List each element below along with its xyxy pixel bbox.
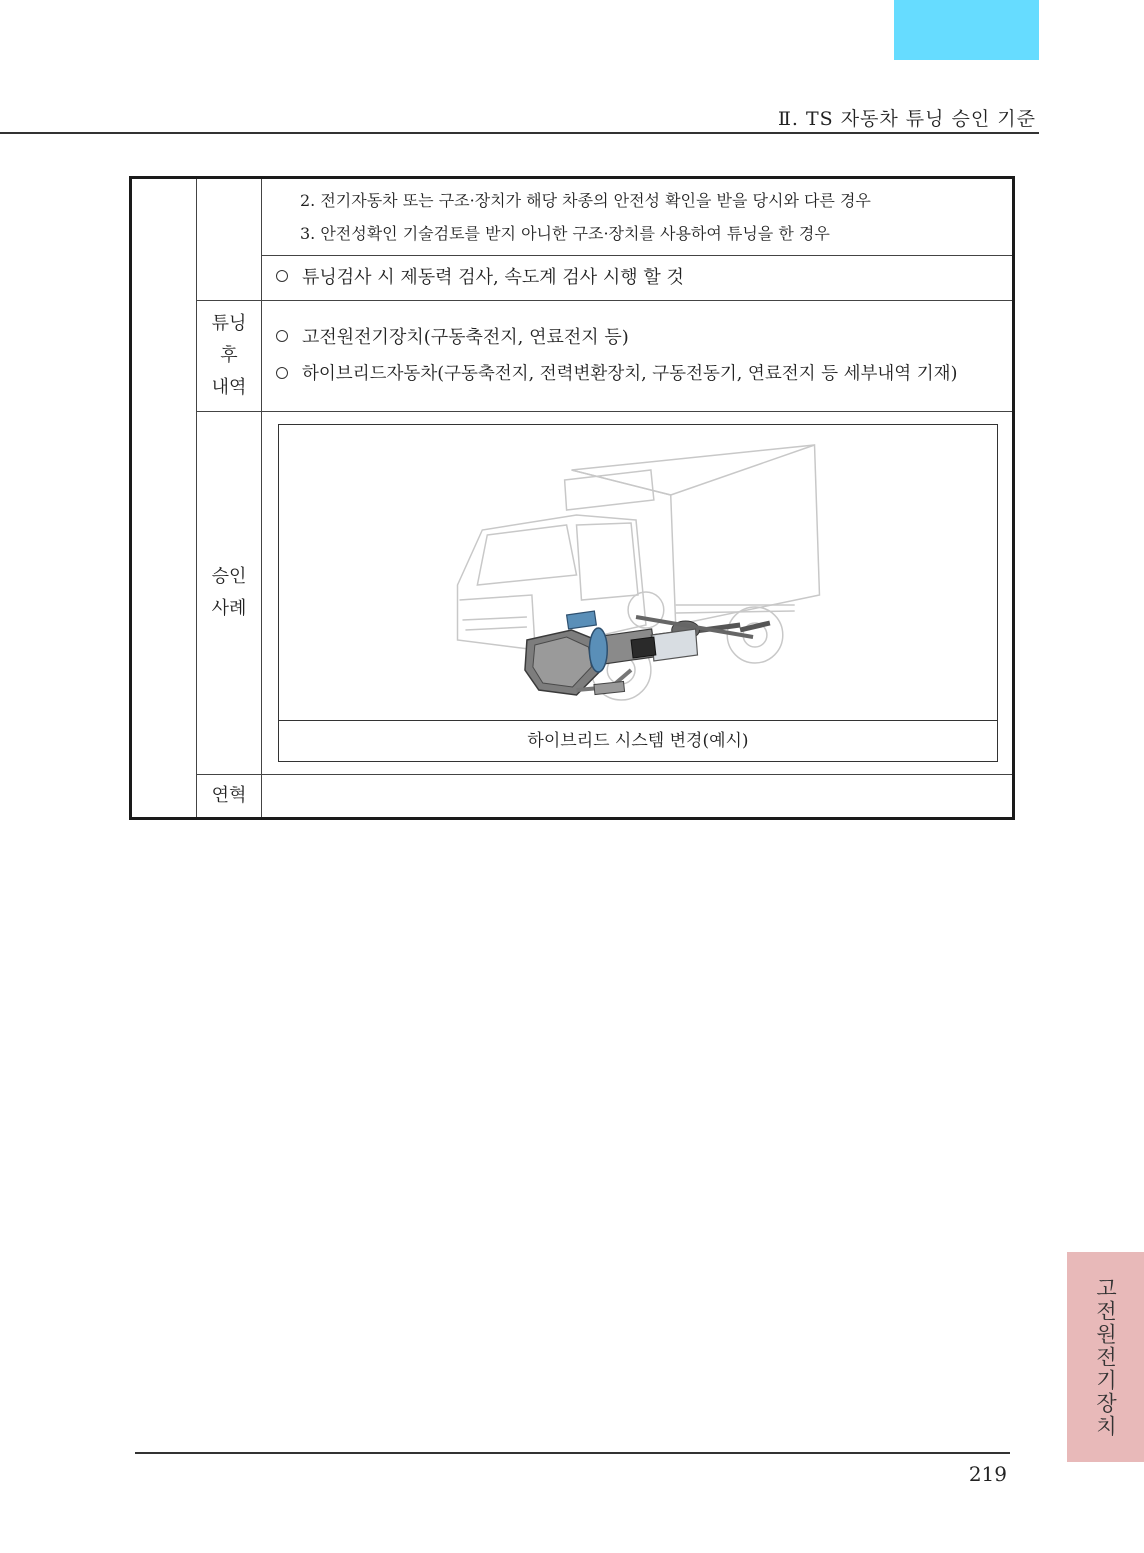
after-tuning-label: 튜닝 후 내역 [197, 301, 262, 412]
figure-box [278, 424, 998, 762]
after-tuning-item: 고전원전기장치(구동축전지, 연료전지 등) [302, 327, 629, 348]
after-tuning-items-cell [262, 301, 1014, 412]
blank-label-cell [197, 178, 262, 301]
chapter-side-tab [1067, 1252, 1144, 1462]
numbered-items-cell [262, 178, 1014, 256]
approval-case-label: 승인 사례 [197, 412, 262, 775]
hybrid-truck-illustration [279, 425, 997, 721]
circle-bullet-icon [276, 367, 288, 379]
table-row [131, 412, 1014, 775]
header-rule [0, 132, 1039, 134]
table-row [131, 301, 1014, 412]
footer-rule [135, 1452, 1010, 1454]
history-label: 연혁 [197, 775, 262, 819]
chapter-side-tab-label: 고전원전기장치 [1093, 1276, 1118, 1438]
approval-case-cell [262, 412, 1014, 775]
tuning-criteria-table [129, 176, 1015, 820]
history-value [262, 775, 1014, 819]
after-tuning-item: 하이브리드자동차(구동축전지, 전력변환장치, 구동전동기, 연료전지 등 세부내역 기재) [302, 364, 958, 384]
circle-bullet-icon [276, 270, 288, 282]
table-row [131, 256, 1014, 301]
table-row [131, 775, 1014, 819]
inspection-note: 튜닝검사 시 제동력 검사, 속도계 검사 시행 할 것 [302, 267, 684, 288]
page-number: 219 [968, 1462, 1007, 1486]
inspection-note-cell [262, 256, 1014, 301]
header-title: Ⅱ. TS 자동차 튜닝 승인 기준 [777, 108, 1036, 130]
numbered-item: 2. 전기자동차 또는 구조·장치가 해당 차종의 안전성 확인을 받을 당시와 다른 경우 [300, 191, 871, 210]
figure-caption: 하이브리드 시스템 변경(예시) [527, 731, 749, 751]
circle-bullet-icon [276, 330, 288, 342]
top-color-tab [894, 0, 1039, 60]
truck-drawing [279, 425, 997, 720]
numbered-item: 3. 안전성확인 기술검토를 받지 아니한 구조·장치를 사용하여 튜닝을 한 경우 [300, 224, 830, 243]
category-cell [131, 178, 197, 819]
table-row [131, 178, 1014, 256]
